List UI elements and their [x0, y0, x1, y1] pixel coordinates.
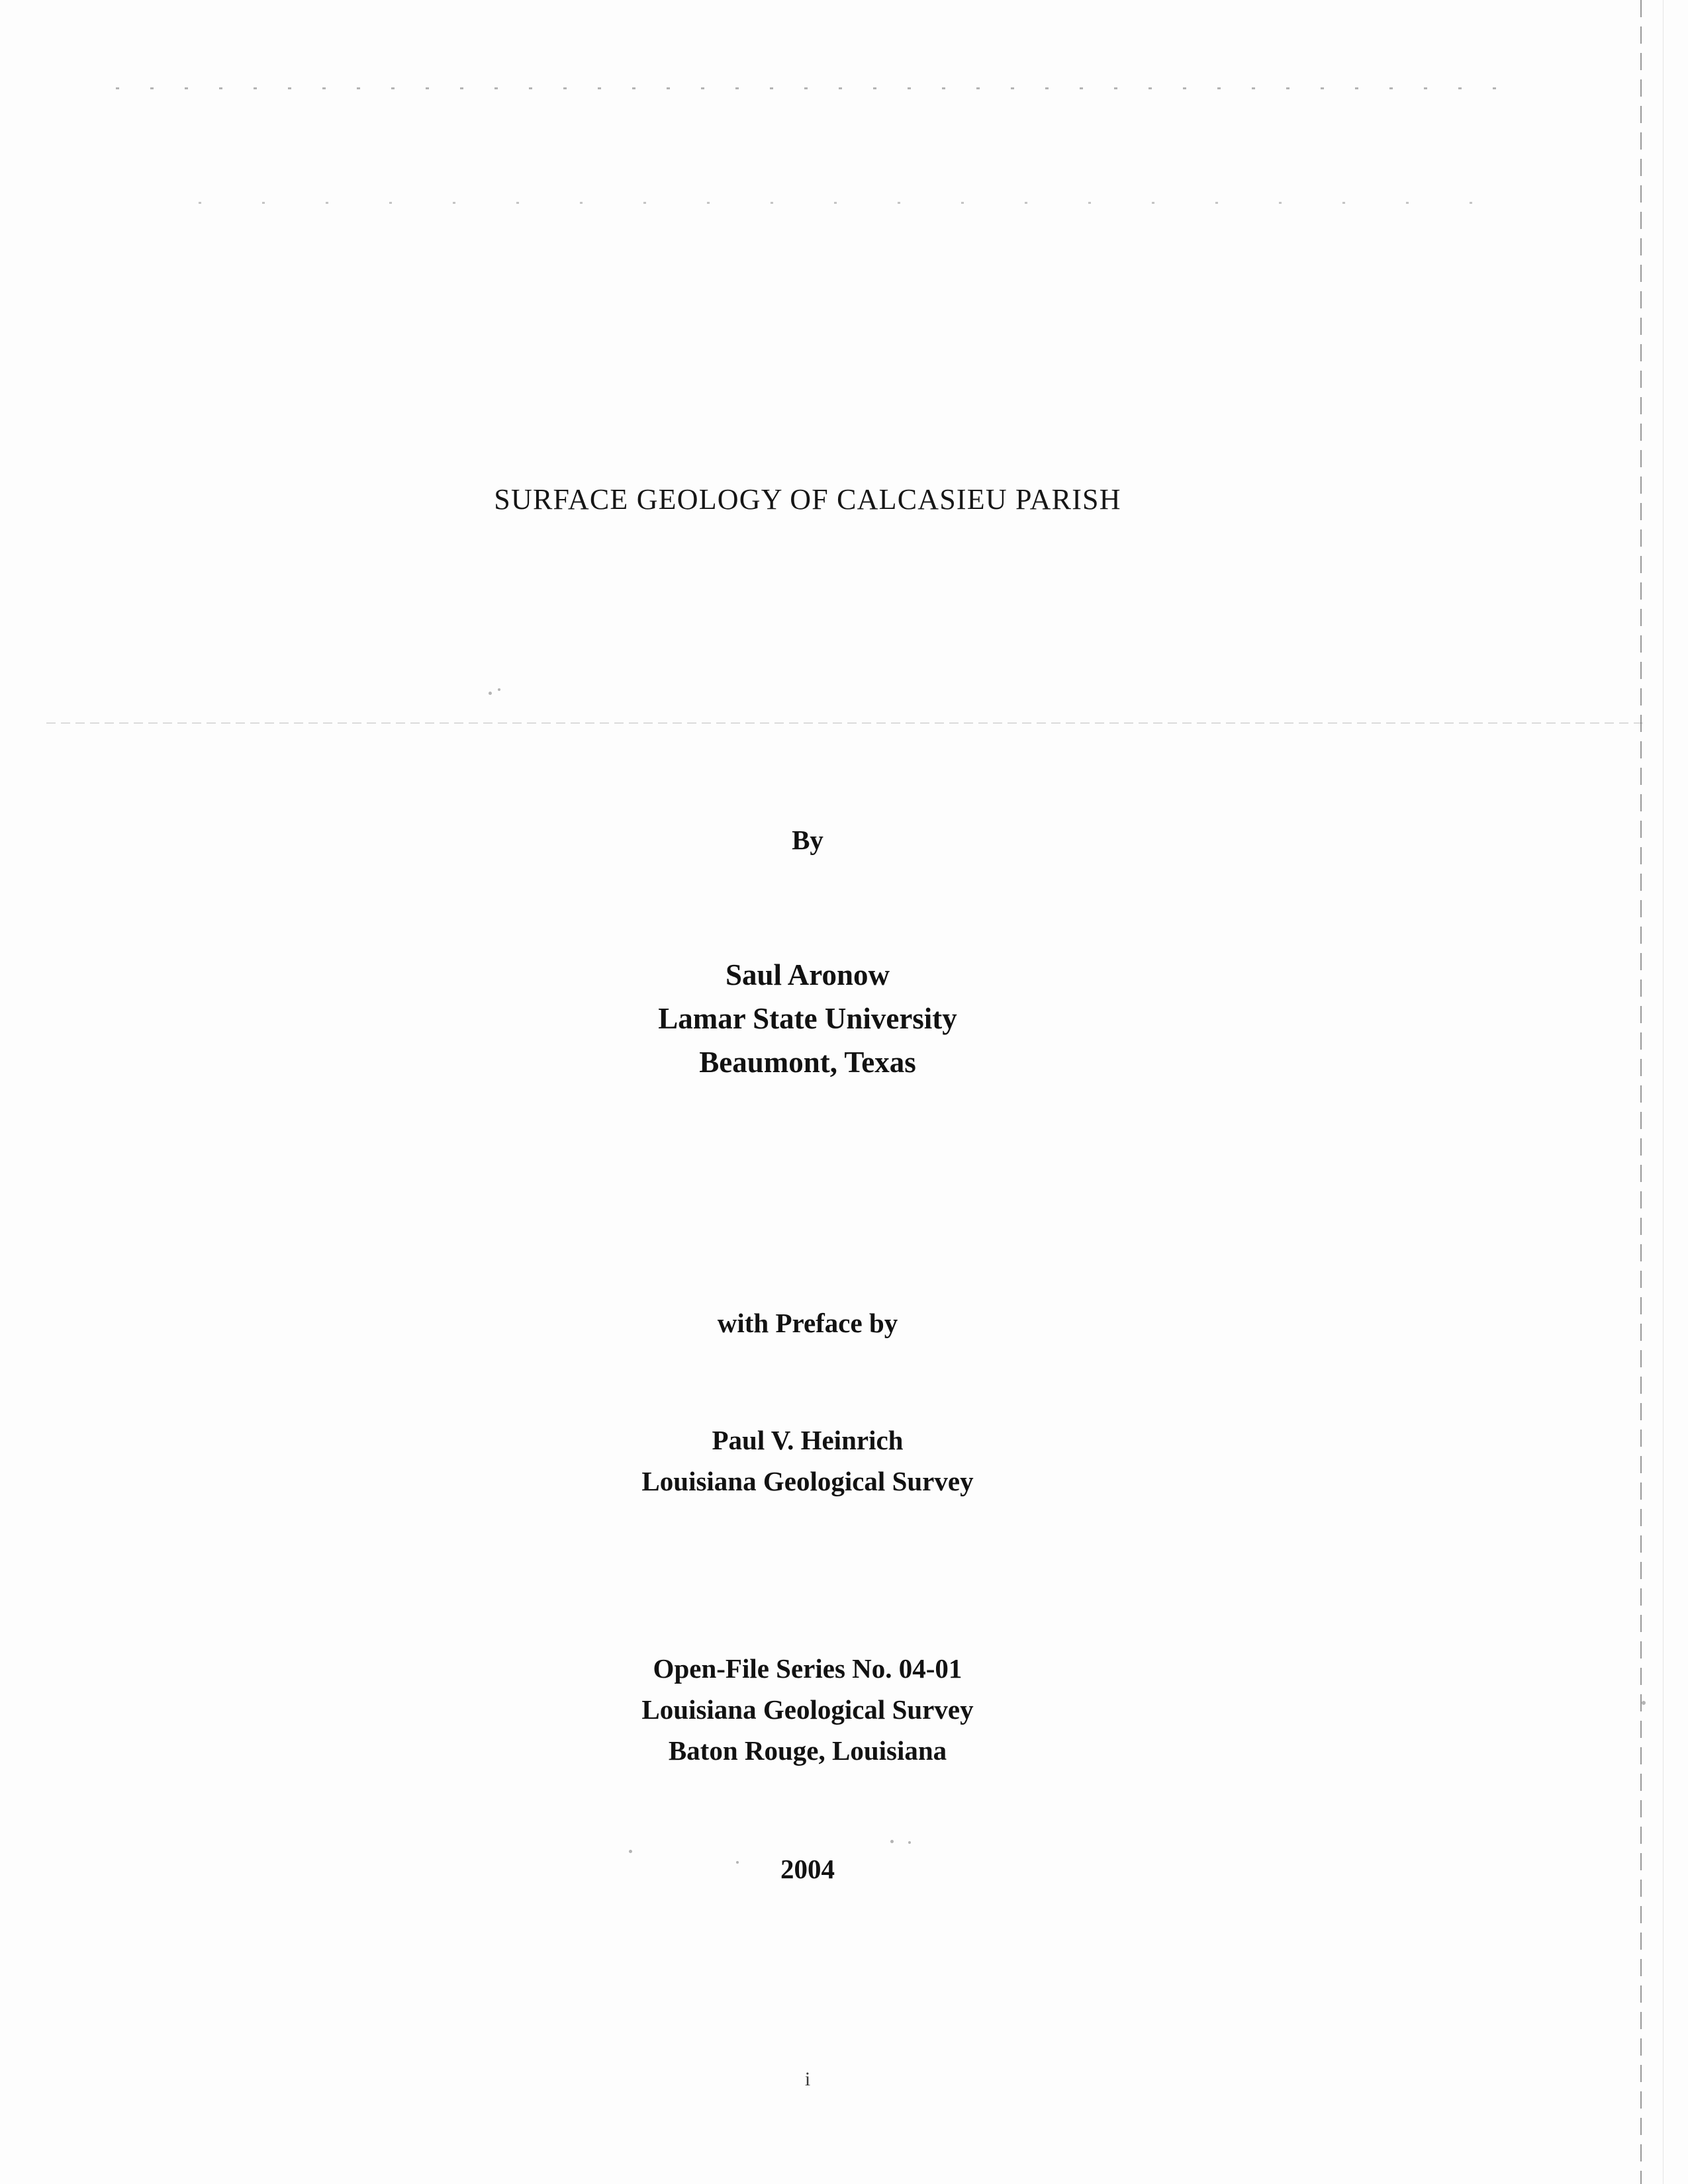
by-label: By: [792, 825, 823, 855]
series-block: [0, 1648, 1615, 1771]
scan-speck: [489, 692, 492, 695]
scan-edge-artifact-secondary: [1663, 0, 1664, 2184]
scan-speck: [1642, 1701, 1646, 1705]
scan-speckle-row: [199, 202, 1496, 204]
preface-label: with Preface by: [717, 1308, 898, 1338]
publication-year: 2004: [780, 1854, 835, 1884]
author-name: Saul Aronow: [725, 958, 890, 991]
author-location: Beaumont, Texas: [699, 1046, 916, 1079]
author-institution: Lamar State University: [658, 1002, 957, 1035]
series-place: Baton Rouge, Louisiana: [668, 1735, 947, 1766]
scan-speck: [890, 1840, 894, 1843]
preface-author-block: [0, 1420, 1615, 1502]
preface-author-name: Paul V. Heinrich: [712, 1425, 904, 1455]
author-block: [0, 953, 1615, 1084]
scan-speckle-row: [116, 87, 1506, 89]
series-publisher: Louisiana Geological Survey: [641, 1694, 974, 1725]
preface-author-organization: Louisiana Geological Survey: [641, 1466, 974, 1496]
page-number: i: [804, 2068, 811, 2090]
scan-speck: [498, 688, 500, 691]
scan-speck: [908, 1841, 911, 1844]
series-number: Open-File Series No. 04-01: [653, 1653, 962, 1684]
scan-edge-artifact: [1640, 0, 1642, 2184]
page-title: SURFACE GEOLOGY OF CALCASIEU PARISH: [494, 483, 1121, 516]
